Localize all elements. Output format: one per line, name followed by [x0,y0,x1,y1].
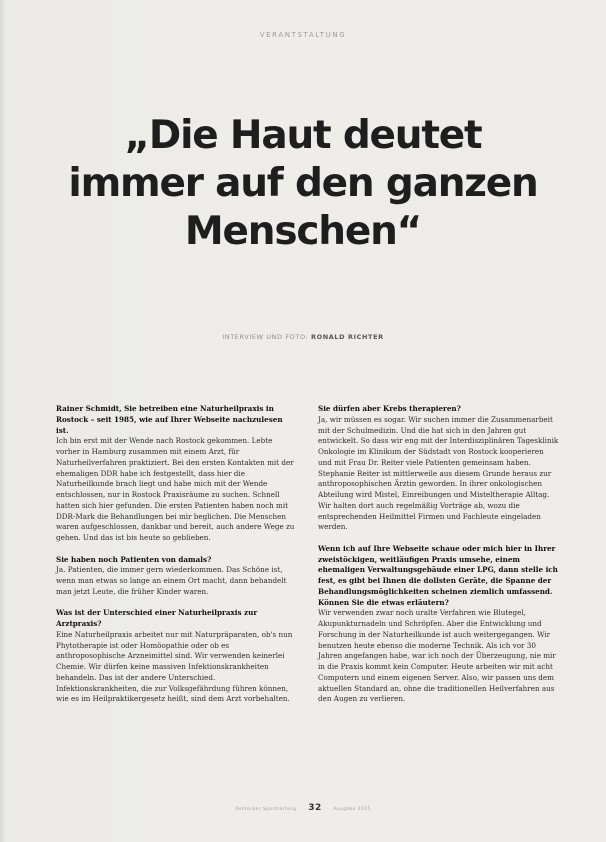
footer-publication: Rostocker Sportzeitung [235,807,297,812]
byline-author: RONALD RICHTER [311,333,384,341]
interview-answer: Eine Naturheilpraxis arbeitet nur mit Naturpräparaten, ob's nun Phytotherapie ist oder Homöopathie oder ob es anthroposophische Arzneimittel sind. Wir verwenden keinerlei Chemie. Wir dürfen keine massiven Infektionskrankheiten behandeln. Das ist der andere Unterschied. Infektionskrankheiten, die zur Volksgefährdung führen können, wie es im Heilpraktikergesetz heißt, sind dem Arzt vorbehalten. [56,629,293,704]
interview-question: Sie dürfen aber Krebs therapieren? [318,404,461,413]
interview-question: Rainer Schmidt, Sie betreiben eine Naturheilpraxis in Rostock – seit 1985, wie auf Ihrer Webseite nachzulesen ist. [56,404,283,435]
article-column-right [318,404,559,716]
page-footer [0,803,606,813]
byline-prefix: INTERVIEW UND FOTO: [222,333,309,341]
page-number: 32 [308,803,322,813]
byline [0,333,606,341]
headline-line: immer auf den ganzen [68,161,538,206]
article-column-left [56,404,297,716]
section-label: VERANTSTALTUNG [259,31,347,39]
interview-question: Sie haben noch Patienten von damals? [56,554,212,564]
headline-line: Menschen“ [184,209,422,254]
footer-issue: Ausgabe 2015 [333,807,371,812]
interview-question: Was ist der Unterschied einer Naturheilpraxis zur Arztpraxis? [56,608,258,628]
interview-question: Wenn ich auf Ihre Webseite schaue oder mich hier in Ihrer zweistöckigen, weitläufigen Praxis umsehe, einem ehemaligen Verwaltungsgebäude einer LPG, dann stelle ich fest, es gibt bei Ihnen die dollsten Geräte, die Spanne der Behandlungsmöglichkeiten scheinen ziemlich umfassend. Können Sie die etwas erläutern? [318,543,558,607]
interview-answer: Ja. Patienten, die immer gern wiederkommen. Das Schöne ist, wenn man etwas so lange an einem Ort macht, dann behandelt man jetzt Leute, die früher Kinder waren. [56,565,287,596]
interview-answer: Wir verwenden zwar noch uralte Verfahren wie Blutegel, Akupunkturnadeln und Schröpfen. Aber die Entwicklung und Forschung in der Naturheilkunde ist auch weitergegangen. Wir benutzen heute ebenso die moderne Technik. Als ich vor 30 Jahren angefangen habe, war ich noch der Überzeugung, nie mir in die Praxis kommt kein Computer. Heute arbeiten wir mit acht Computern und einem eigenen Server. Also, wir passen uns dem aktuellen Standard an, ohne die traditionellen Heilverfahren aus den Augen zu verlieren. [318,608,556,704]
headline-line: „Die Haut deutet [124,113,482,158]
headline [40,112,566,256]
interview-answer: Ich bin erst mit der Wende nach Rostock gekommen. Lebte vorher in Hamburg zusammen mit einem Arzt, für Naturheilverfahren praktiziert. Bei den ersten Kontakten mit der ehemaligen DDR habe ich festgestellt, dass hier die Naturheilkunde brach liegt und habe mich mit der Wende entschlossen, nur in Rostock Praxisräume zu suchen. Schnell hatten sich hier gefunden. Die ersten Patienten haben noch mit DDR-Mark die Behandlungen bei mir beglichen. Die Menschen waren aufgeschlossen, dankbar und bereit, auch andere Wege zu gehen. Und das ist bis heute so geblieben. [56,436,295,542]
interview-answer: Ja, wir müssen es sogar. Wir suchen immer die Zusammenarbeit mit der Schulmedizin. Und die hat sich in den Jahren gut entwickelt. So dass wir eng mit der Interdisziplinären Tagesklinik Onkologie im Klinikum der Südstadt von Rostock kooperieren und mit Frau Dr. Reiter viele Patienten gemeinsam haben. Stephanie Reiter ist mittlerweile aus diesem Grunde heraus zur anthroposophischen Ärztin geworden. In ihrer onkologischen Abteilung wird Mistel, Einreibungen und Misteltherapie Alltag. Wir halten dort auch regelmäßig Vorträge ab, wozu die entsprechenden Heilmittel Firmen und Fachleute eingeladen werden. [318,414,559,532]
